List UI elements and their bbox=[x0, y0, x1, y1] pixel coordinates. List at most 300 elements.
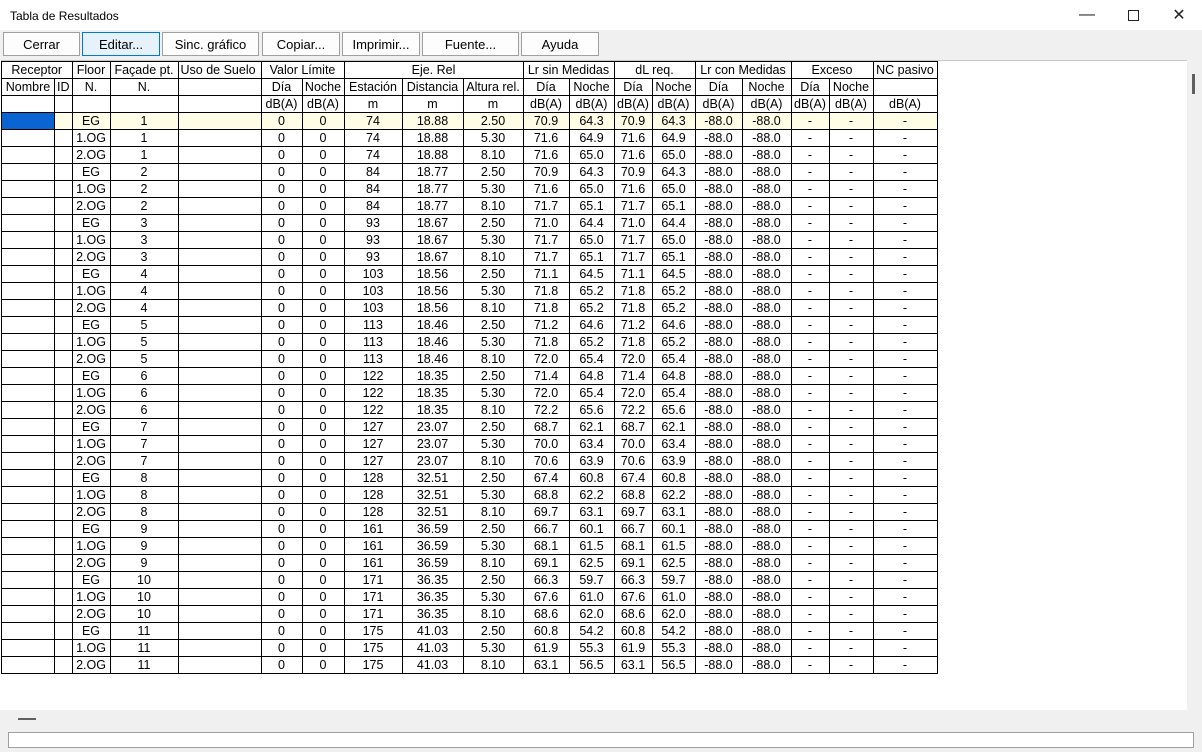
table-cell[interactable] bbox=[178, 385, 261, 402]
table-cell[interactable]: 54.2 bbox=[652, 623, 695, 640]
table-cell[interactable]: -88.0 bbox=[695, 232, 742, 249]
table-cell[interactable]: - bbox=[791, 249, 829, 266]
table-cell[interactable]: -88.0 bbox=[742, 130, 791, 147]
table-cell[interactable]: 2 bbox=[110, 164, 178, 181]
table-cell[interactable]: 18.88 bbox=[402, 130, 463, 147]
table-cell[interactable]: 74 bbox=[344, 113, 402, 130]
table-cell[interactable]: -88.0 bbox=[695, 317, 742, 334]
table-cell[interactable]: 0 bbox=[261, 385, 302, 402]
table-cell[interactable]: - bbox=[873, 436, 937, 453]
table-cell[interactable]: 0 bbox=[261, 164, 302, 181]
table-cell[interactable]: - bbox=[829, 300, 873, 317]
table-cell[interactable]: EG bbox=[72, 266, 110, 283]
table-cell[interactable]: 68.7 bbox=[614, 419, 652, 436]
table-row[interactable] bbox=[2, 215, 938, 232]
table-cell[interactable]: 0 bbox=[261, 640, 302, 657]
table-cell[interactable]: 68.7 bbox=[523, 419, 569, 436]
table-cell[interactable]: - bbox=[829, 402, 873, 419]
table-cell[interactable]: 55.3 bbox=[569, 640, 614, 657]
table-cell[interactable]: - bbox=[829, 317, 873, 334]
table-cell[interactable]: - bbox=[873, 504, 937, 521]
table-cell[interactable]: 127 bbox=[344, 453, 402, 470]
column-header[interactable]: N. bbox=[72, 79, 110, 96]
table-cell[interactable] bbox=[178, 657, 261, 674]
table-cell[interactable]: -88.0 bbox=[742, 249, 791, 266]
table-cell[interactable] bbox=[178, 436, 261, 453]
table-cell[interactable] bbox=[178, 334, 261, 351]
table-cell[interactable]: - bbox=[791, 657, 829, 674]
table-cell[interactable]: 62.1 bbox=[652, 419, 695, 436]
table-cell[interactable] bbox=[178, 606, 261, 623]
table-cell[interactable]: 18.46 bbox=[402, 334, 463, 351]
table-cell[interactable]: 36.35 bbox=[402, 606, 463, 623]
table-cell[interactable]: 2 bbox=[110, 181, 178, 198]
table-cell[interactable]: -88.0 bbox=[695, 368, 742, 385]
table-cell[interactable]: - bbox=[791, 283, 829, 300]
table-cell[interactable]: 0 bbox=[261, 572, 302, 589]
edit-button[interactable]: Editar... bbox=[82, 32, 160, 56]
table-cell[interactable]: 18.67 bbox=[402, 232, 463, 249]
table-cell[interactable]: 54.2 bbox=[569, 623, 614, 640]
table-cell[interactable]: 41.03 bbox=[402, 657, 463, 674]
table-cell[interactable]: 23.07 bbox=[402, 419, 463, 436]
maximize-icon[interactable] bbox=[1110, 0, 1156, 30]
table-cell[interactable]: 23.07 bbox=[402, 453, 463, 470]
column-header[interactable] bbox=[178, 79, 261, 96]
table-cell[interactable]: 1.OG bbox=[72, 283, 110, 300]
minimize-icon[interactable]: — bbox=[1079, 6, 1095, 23]
table-cell[interactable]: - bbox=[873, 453, 937, 470]
column-header[interactable]: Nombre bbox=[2, 79, 55, 96]
table-cell[interactable]: 71.1 bbox=[614, 266, 652, 283]
table-cell[interactable]: 18.35 bbox=[402, 385, 463, 402]
table-cell[interactable]: - bbox=[829, 198, 873, 215]
table-cell[interactable]: -88.0 bbox=[695, 351, 742, 368]
table-cell[interactable]: -88.0 bbox=[742, 521, 791, 538]
table-cell[interactable]: 62.2 bbox=[569, 487, 614, 504]
table-cell[interactable]: 0 bbox=[261, 300, 302, 317]
table-cell[interactable] bbox=[2, 640, 55, 657]
table-cell[interactable]: 36.59 bbox=[402, 521, 463, 538]
table-cell[interactable]: 0 bbox=[302, 300, 344, 317]
table-cell[interactable] bbox=[55, 266, 73, 283]
table-cell[interactable]: 67.6 bbox=[614, 589, 652, 606]
table-cell[interactable] bbox=[2, 436, 55, 453]
table-cell[interactable]: 70.9 bbox=[523, 164, 569, 181]
table-cell[interactable]: - bbox=[873, 402, 937, 419]
table-cell[interactable]: 10 bbox=[110, 572, 178, 589]
table-cell[interactable]: 2.50 bbox=[463, 572, 523, 589]
table-row[interactable] bbox=[2, 130, 938, 147]
table-cell[interactable]: 0 bbox=[261, 419, 302, 436]
table-cell[interactable]: - bbox=[829, 419, 873, 436]
table-cell[interactable] bbox=[178, 504, 261, 521]
table-cell[interactable]: 36.35 bbox=[402, 572, 463, 589]
table-cell[interactable]: 0 bbox=[302, 402, 344, 419]
table-cell[interactable]: 71.8 bbox=[614, 300, 652, 317]
table-cell[interactable]: 0 bbox=[302, 453, 344, 470]
table-cell[interactable]: 32.51 bbox=[402, 487, 463, 504]
table-cell[interactable] bbox=[55, 249, 73, 266]
table-cell[interactable] bbox=[2, 657, 55, 674]
table-cell[interactable]: 64.6 bbox=[652, 317, 695, 334]
column-header[interactable]: Noche bbox=[742, 79, 791, 96]
table-cell[interactable]: 2.OG bbox=[72, 453, 110, 470]
table-row[interactable] bbox=[2, 232, 938, 249]
table-cell[interactable]: 128 bbox=[344, 504, 402, 521]
table-cell[interactable]: 161 bbox=[344, 521, 402, 538]
table-row[interactable] bbox=[2, 351, 938, 368]
table-row[interactable] bbox=[2, 657, 938, 674]
table-cell[interactable]: 41.03 bbox=[402, 640, 463, 657]
table-cell[interactable] bbox=[178, 640, 261, 657]
table-cell[interactable]: 65.1 bbox=[652, 198, 695, 215]
table-cell[interactable]: 0 bbox=[302, 215, 344, 232]
table-cell[interactable] bbox=[178, 402, 261, 419]
table-cell[interactable]: 63.1 bbox=[652, 504, 695, 521]
table-cell[interactable]: 5 bbox=[110, 317, 178, 334]
table-cell[interactable]: -88.0 bbox=[742, 147, 791, 164]
table-cell[interactable]: - bbox=[791, 368, 829, 385]
help-button[interactable]: Ayuda bbox=[521, 32, 599, 56]
table-cell[interactable]: 65.0 bbox=[652, 181, 695, 198]
table-cell[interactable]: - bbox=[791, 300, 829, 317]
table-cell[interactable]: 0 bbox=[302, 113, 344, 130]
table-cell[interactable]: -88.0 bbox=[695, 572, 742, 589]
table-cell[interactable]: - bbox=[829, 181, 873, 198]
table-cell[interactable]: 1.OG bbox=[72, 487, 110, 504]
table-cell[interactable]: 161 bbox=[344, 538, 402, 555]
table-cell[interactable]: - bbox=[829, 249, 873, 266]
table-cell[interactable]: EG bbox=[72, 419, 110, 436]
table-cell[interactable] bbox=[178, 249, 261, 266]
table-cell[interactable]: 18.77 bbox=[402, 181, 463, 198]
table-cell[interactable]: - bbox=[791, 164, 829, 181]
table-cell[interactable]: 60.1 bbox=[569, 521, 614, 538]
table-cell[interactable]: 8.10 bbox=[463, 555, 523, 572]
table-cell[interactable]: EG bbox=[72, 164, 110, 181]
table-cell[interactable]: 8.10 bbox=[463, 402, 523, 419]
table-cell[interactable]: 67.4 bbox=[614, 470, 652, 487]
table-cell[interactable]: -88.0 bbox=[742, 215, 791, 232]
table-cell[interactable]: 0 bbox=[302, 555, 344, 572]
table-cell[interactable]: 71.0 bbox=[614, 215, 652, 232]
horizontal-scrollbar[interactable] bbox=[0, 710, 1202, 728]
table-cell[interactable]: 62.5 bbox=[569, 555, 614, 572]
table-cell[interactable]: -88.0 bbox=[742, 436, 791, 453]
table-cell[interactable]: 0 bbox=[261, 555, 302, 572]
table-cell[interactable]: 71.7 bbox=[614, 249, 652, 266]
table-cell[interactable]: 64.8 bbox=[569, 368, 614, 385]
table-cell[interactable]: 60.8 bbox=[652, 470, 695, 487]
table-cell[interactable]: 70.9 bbox=[614, 113, 652, 130]
table-cell[interactable] bbox=[178, 232, 261, 249]
table-cell[interactable]: 0 bbox=[261, 657, 302, 674]
table-cell[interactable]: 0 bbox=[302, 317, 344, 334]
table-cell[interactable]: 0 bbox=[261, 147, 302, 164]
table-cell[interactable]: - bbox=[791, 266, 829, 283]
table-cell[interactable]: 65.4 bbox=[569, 351, 614, 368]
table-cell[interactable]: 72.2 bbox=[523, 402, 569, 419]
table-cell[interactable]: 63.9 bbox=[569, 453, 614, 470]
table-cell[interactable]: 0 bbox=[302, 487, 344, 504]
table-cell[interactable]: 175 bbox=[344, 657, 402, 674]
table-cell[interactable]: 2.OG bbox=[72, 402, 110, 419]
table-cell[interactable]: 65.0 bbox=[569, 181, 614, 198]
table-cell[interactable]: 65.0 bbox=[652, 232, 695, 249]
table-cell[interactable]: 0 bbox=[302, 147, 344, 164]
table-cell[interactable]: - bbox=[873, 317, 937, 334]
table-cell[interactable] bbox=[2, 487, 55, 504]
table-row[interactable] bbox=[2, 453, 938, 470]
table-cell[interactable] bbox=[2, 130, 55, 147]
table-cell[interactable]: 103 bbox=[344, 266, 402, 283]
table-cell[interactable] bbox=[55, 317, 73, 334]
table-cell[interactable]: 0 bbox=[261, 198, 302, 215]
table-cell[interactable]: 1.OG bbox=[72, 130, 110, 147]
table-row[interactable] bbox=[2, 181, 938, 198]
table-cell[interactable]: - bbox=[829, 657, 873, 674]
table-cell[interactable]: 71.6 bbox=[523, 147, 569, 164]
table-cell[interactable]: 6 bbox=[110, 368, 178, 385]
table-cell[interactable]: 8.10 bbox=[463, 657, 523, 674]
table-cell[interactable]: 0 bbox=[261, 232, 302, 249]
column-header[interactable]: ID bbox=[55, 79, 73, 96]
table-cell[interactable]: 60.1 bbox=[652, 521, 695, 538]
table-cell[interactable]: 71.7 bbox=[523, 198, 569, 215]
table-cell[interactable]: -88.0 bbox=[695, 589, 742, 606]
table-cell[interactable] bbox=[2, 181, 55, 198]
table-cell[interactable]: - bbox=[791, 453, 829, 470]
table-cell[interactable]: 175 bbox=[344, 640, 402, 657]
table-cell[interactable]: 70.9 bbox=[523, 113, 569, 130]
column-header[interactable]: Día bbox=[614, 79, 652, 96]
table-cell[interactable]: 0 bbox=[261, 538, 302, 555]
table-cell[interactable]: 18.46 bbox=[402, 317, 463, 334]
table-cell[interactable]: 56.5 bbox=[569, 657, 614, 674]
table-cell[interactable] bbox=[2, 385, 55, 402]
table-cell[interactable] bbox=[2, 402, 55, 419]
table-cell[interactable]: 62.5 bbox=[652, 555, 695, 572]
table-cell[interactable]: 1.OG bbox=[72, 232, 110, 249]
table-cell[interactable]: 64.4 bbox=[652, 215, 695, 232]
table-cell[interactable]: - bbox=[829, 232, 873, 249]
table-cell[interactable]: - bbox=[873, 640, 937, 657]
table-cell[interactable]: 0 bbox=[302, 334, 344, 351]
table-row[interactable] bbox=[2, 368, 938, 385]
table-cell[interactable]: - bbox=[791, 606, 829, 623]
column-header[interactable]: Distancia bbox=[402, 79, 463, 96]
table-cell[interactable] bbox=[55, 657, 73, 674]
table-cell[interactable]: - bbox=[873, 164, 937, 181]
table-cell[interactable]: 1.OG bbox=[72, 385, 110, 402]
table-cell[interactable]: 66.7 bbox=[523, 521, 569, 538]
table-cell[interactable]: 113 bbox=[344, 334, 402, 351]
table-cell[interactable]: 0 bbox=[261, 623, 302, 640]
table-cell[interactable] bbox=[2, 368, 55, 385]
table-cell[interactable]: 71.7 bbox=[523, 249, 569, 266]
table-cell[interactable]: 65.4 bbox=[652, 351, 695, 368]
table-cell[interactable]: 70.9 bbox=[614, 164, 652, 181]
table-cell[interactable]: 2.50 bbox=[463, 215, 523, 232]
table-cell[interactable]: -88.0 bbox=[695, 538, 742, 555]
table-cell[interactable]: 10 bbox=[110, 606, 178, 623]
vertical-scrollbar[interactable] bbox=[1187, 60, 1202, 710]
table-cell[interactable]: 0 bbox=[261, 113, 302, 130]
table-cell[interactable]: 60.8 bbox=[569, 470, 614, 487]
table-cell[interactable]: 0 bbox=[302, 181, 344, 198]
table-cell[interactable]: 36.59 bbox=[402, 538, 463, 555]
table-cell[interactable] bbox=[178, 572, 261, 589]
table-cell[interactable]: 0 bbox=[261, 402, 302, 419]
table-cell[interactable] bbox=[55, 385, 73, 402]
table-cell[interactable]: 69.7 bbox=[614, 504, 652, 521]
table-cell[interactable]: -88.0 bbox=[695, 504, 742, 521]
table-cell[interactable]: - bbox=[873, 487, 937, 504]
table-cell[interactable]: 74 bbox=[344, 130, 402, 147]
table-cell[interactable]: -88.0 bbox=[742, 198, 791, 215]
table-cell[interactable] bbox=[55, 334, 73, 351]
table-cell[interactable]: 0 bbox=[261, 470, 302, 487]
close-button[interactable]: Cerrar bbox=[3, 32, 80, 56]
table-cell[interactable]: 6 bbox=[110, 402, 178, 419]
table-cell[interactable]: - bbox=[829, 368, 873, 385]
table-cell[interactable]: 68.8 bbox=[523, 487, 569, 504]
table-cell[interactable]: 56.5 bbox=[652, 657, 695, 674]
table-row[interactable] bbox=[2, 198, 938, 215]
table-cell[interactable]: 2.50 bbox=[463, 317, 523, 334]
table-cell[interactable]: - bbox=[791, 113, 829, 130]
table-cell[interactable] bbox=[55, 606, 73, 623]
table-cell[interactable]: 36.35 bbox=[402, 589, 463, 606]
table-cell[interactable] bbox=[55, 504, 73, 521]
table-cell[interactable]: 0 bbox=[302, 521, 344, 538]
table-cell[interactable]: 61.5 bbox=[569, 538, 614, 555]
table-cell[interactable] bbox=[55, 368, 73, 385]
table-cell[interactable]: 70.0 bbox=[523, 436, 569, 453]
table-cell[interactable]: 128 bbox=[344, 487, 402, 504]
table-cell[interactable]: -88.0 bbox=[742, 334, 791, 351]
table-cell[interactable]: 64.9 bbox=[569, 130, 614, 147]
table-cell[interactable]: 122 bbox=[344, 402, 402, 419]
table-cell[interactable]: 71.6 bbox=[523, 181, 569, 198]
table-cell[interactable]: - bbox=[791, 181, 829, 198]
table-cell[interactable]: - bbox=[829, 334, 873, 351]
table-cell[interactable]: EG bbox=[72, 521, 110, 538]
table-cell[interactable]: - bbox=[791, 504, 829, 521]
table-cell[interactable] bbox=[2, 147, 55, 164]
table-cell[interactable]: - bbox=[873, 266, 937, 283]
table-cell[interactable] bbox=[178, 181, 261, 198]
table-cell[interactable]: 0 bbox=[261, 334, 302, 351]
table-cell[interactable]: -88.0 bbox=[695, 300, 742, 317]
table-cell[interactable]: - bbox=[791, 351, 829, 368]
table-cell[interactable]: - bbox=[873, 215, 937, 232]
table-cell[interactable]: -88.0 bbox=[742, 317, 791, 334]
table-cell[interactable]: 5.30 bbox=[463, 283, 523, 300]
column-header[interactable]: Noche bbox=[302, 79, 344, 96]
table-cell[interactable]: -88.0 bbox=[742, 453, 791, 470]
table-cell[interactable]: 60.8 bbox=[523, 623, 569, 640]
column-header[interactable]: Noche bbox=[829, 79, 873, 96]
table-cell[interactable] bbox=[55, 589, 73, 606]
table-cell[interactable]: -88.0 bbox=[695, 130, 742, 147]
table-cell[interactable]: -88.0 bbox=[742, 283, 791, 300]
table-cell[interactable]: - bbox=[829, 606, 873, 623]
table-cell[interactable] bbox=[2, 215, 55, 232]
table-cell[interactable]: - bbox=[791, 334, 829, 351]
table-row[interactable] bbox=[2, 436, 938, 453]
table-cell[interactable]: 18.67 bbox=[402, 249, 463, 266]
table-cell[interactable] bbox=[2, 504, 55, 521]
table-cell[interactable]: 0 bbox=[302, 606, 344, 623]
table-cell[interactable]: 18.56 bbox=[402, 300, 463, 317]
table-cell[interactable] bbox=[178, 453, 261, 470]
sync-graphic-button[interactable]: Sinc. gráfico bbox=[162, 32, 259, 56]
table-cell[interactable]: - bbox=[791, 487, 829, 504]
table-cell[interactable]: 71.0 bbox=[523, 215, 569, 232]
table-row[interactable] bbox=[2, 147, 938, 164]
table-cell[interactable]: - bbox=[873, 538, 937, 555]
table-cell[interactable]: 0 bbox=[261, 283, 302, 300]
table-cell[interactable]: 71.8 bbox=[614, 334, 652, 351]
table-cell[interactable]: -88.0 bbox=[742, 113, 791, 130]
table-cell[interactable]: 122 bbox=[344, 385, 402, 402]
table-cell[interactable]: -88.0 bbox=[695, 334, 742, 351]
table-cell[interactable]: 18.46 bbox=[402, 351, 463, 368]
table-cell[interactable]: -88.0 bbox=[742, 368, 791, 385]
table-cell[interactable]: - bbox=[873, 283, 937, 300]
table-cell[interactable]: 70.0 bbox=[614, 436, 652, 453]
table-cell[interactable]: -88.0 bbox=[742, 657, 791, 674]
table-cell[interactable] bbox=[55, 351, 73, 368]
table-cell[interactable]: 5.30 bbox=[463, 589, 523, 606]
table-cell[interactable]: 122 bbox=[344, 368, 402, 385]
table-cell[interactable]: - bbox=[829, 589, 873, 606]
table-cell[interactable]: 0 bbox=[302, 198, 344, 215]
table-cell[interactable]: 8.10 bbox=[463, 198, 523, 215]
table-cell[interactable] bbox=[2, 623, 55, 640]
table-cell[interactable]: 64.5 bbox=[569, 266, 614, 283]
table-row[interactable] bbox=[2, 555, 938, 572]
column-header[interactable]: Día bbox=[261, 79, 302, 96]
table-cell[interactable]: -88.0 bbox=[695, 215, 742, 232]
table-cell[interactable]: - bbox=[791, 436, 829, 453]
table-cell[interactable]: -88.0 bbox=[695, 249, 742, 266]
table-row[interactable] bbox=[2, 538, 938, 555]
table-cell[interactable]: 0 bbox=[302, 283, 344, 300]
table-cell[interactable] bbox=[178, 368, 261, 385]
table-cell[interactable]: - bbox=[829, 640, 873, 657]
table-cell[interactable]: - bbox=[873, 419, 937, 436]
table-cell[interactable]: 71.8 bbox=[614, 283, 652, 300]
table-cell[interactable]: 2 bbox=[110, 198, 178, 215]
table-cell[interactable]: 4 bbox=[110, 283, 178, 300]
table-cell[interactable]: -88.0 bbox=[742, 164, 791, 181]
table-cell[interactable]: 65.2 bbox=[652, 283, 695, 300]
table-cell[interactable]: 2.50 bbox=[463, 419, 523, 436]
table-cell[interactable]: - bbox=[829, 470, 873, 487]
table-cell[interactable]: - bbox=[829, 521, 873, 538]
column-header[interactable]: Noche bbox=[652, 79, 695, 96]
table-cell[interactable]: 171 bbox=[344, 606, 402, 623]
table-cell[interactable] bbox=[55, 453, 73, 470]
table-cell[interactable] bbox=[55, 181, 73, 198]
table-cell[interactable] bbox=[178, 283, 261, 300]
table-cell[interactable]: -88.0 bbox=[695, 181, 742, 198]
table-cell[interactable]: 113 bbox=[344, 351, 402, 368]
table-cell[interactable]: - bbox=[791, 402, 829, 419]
